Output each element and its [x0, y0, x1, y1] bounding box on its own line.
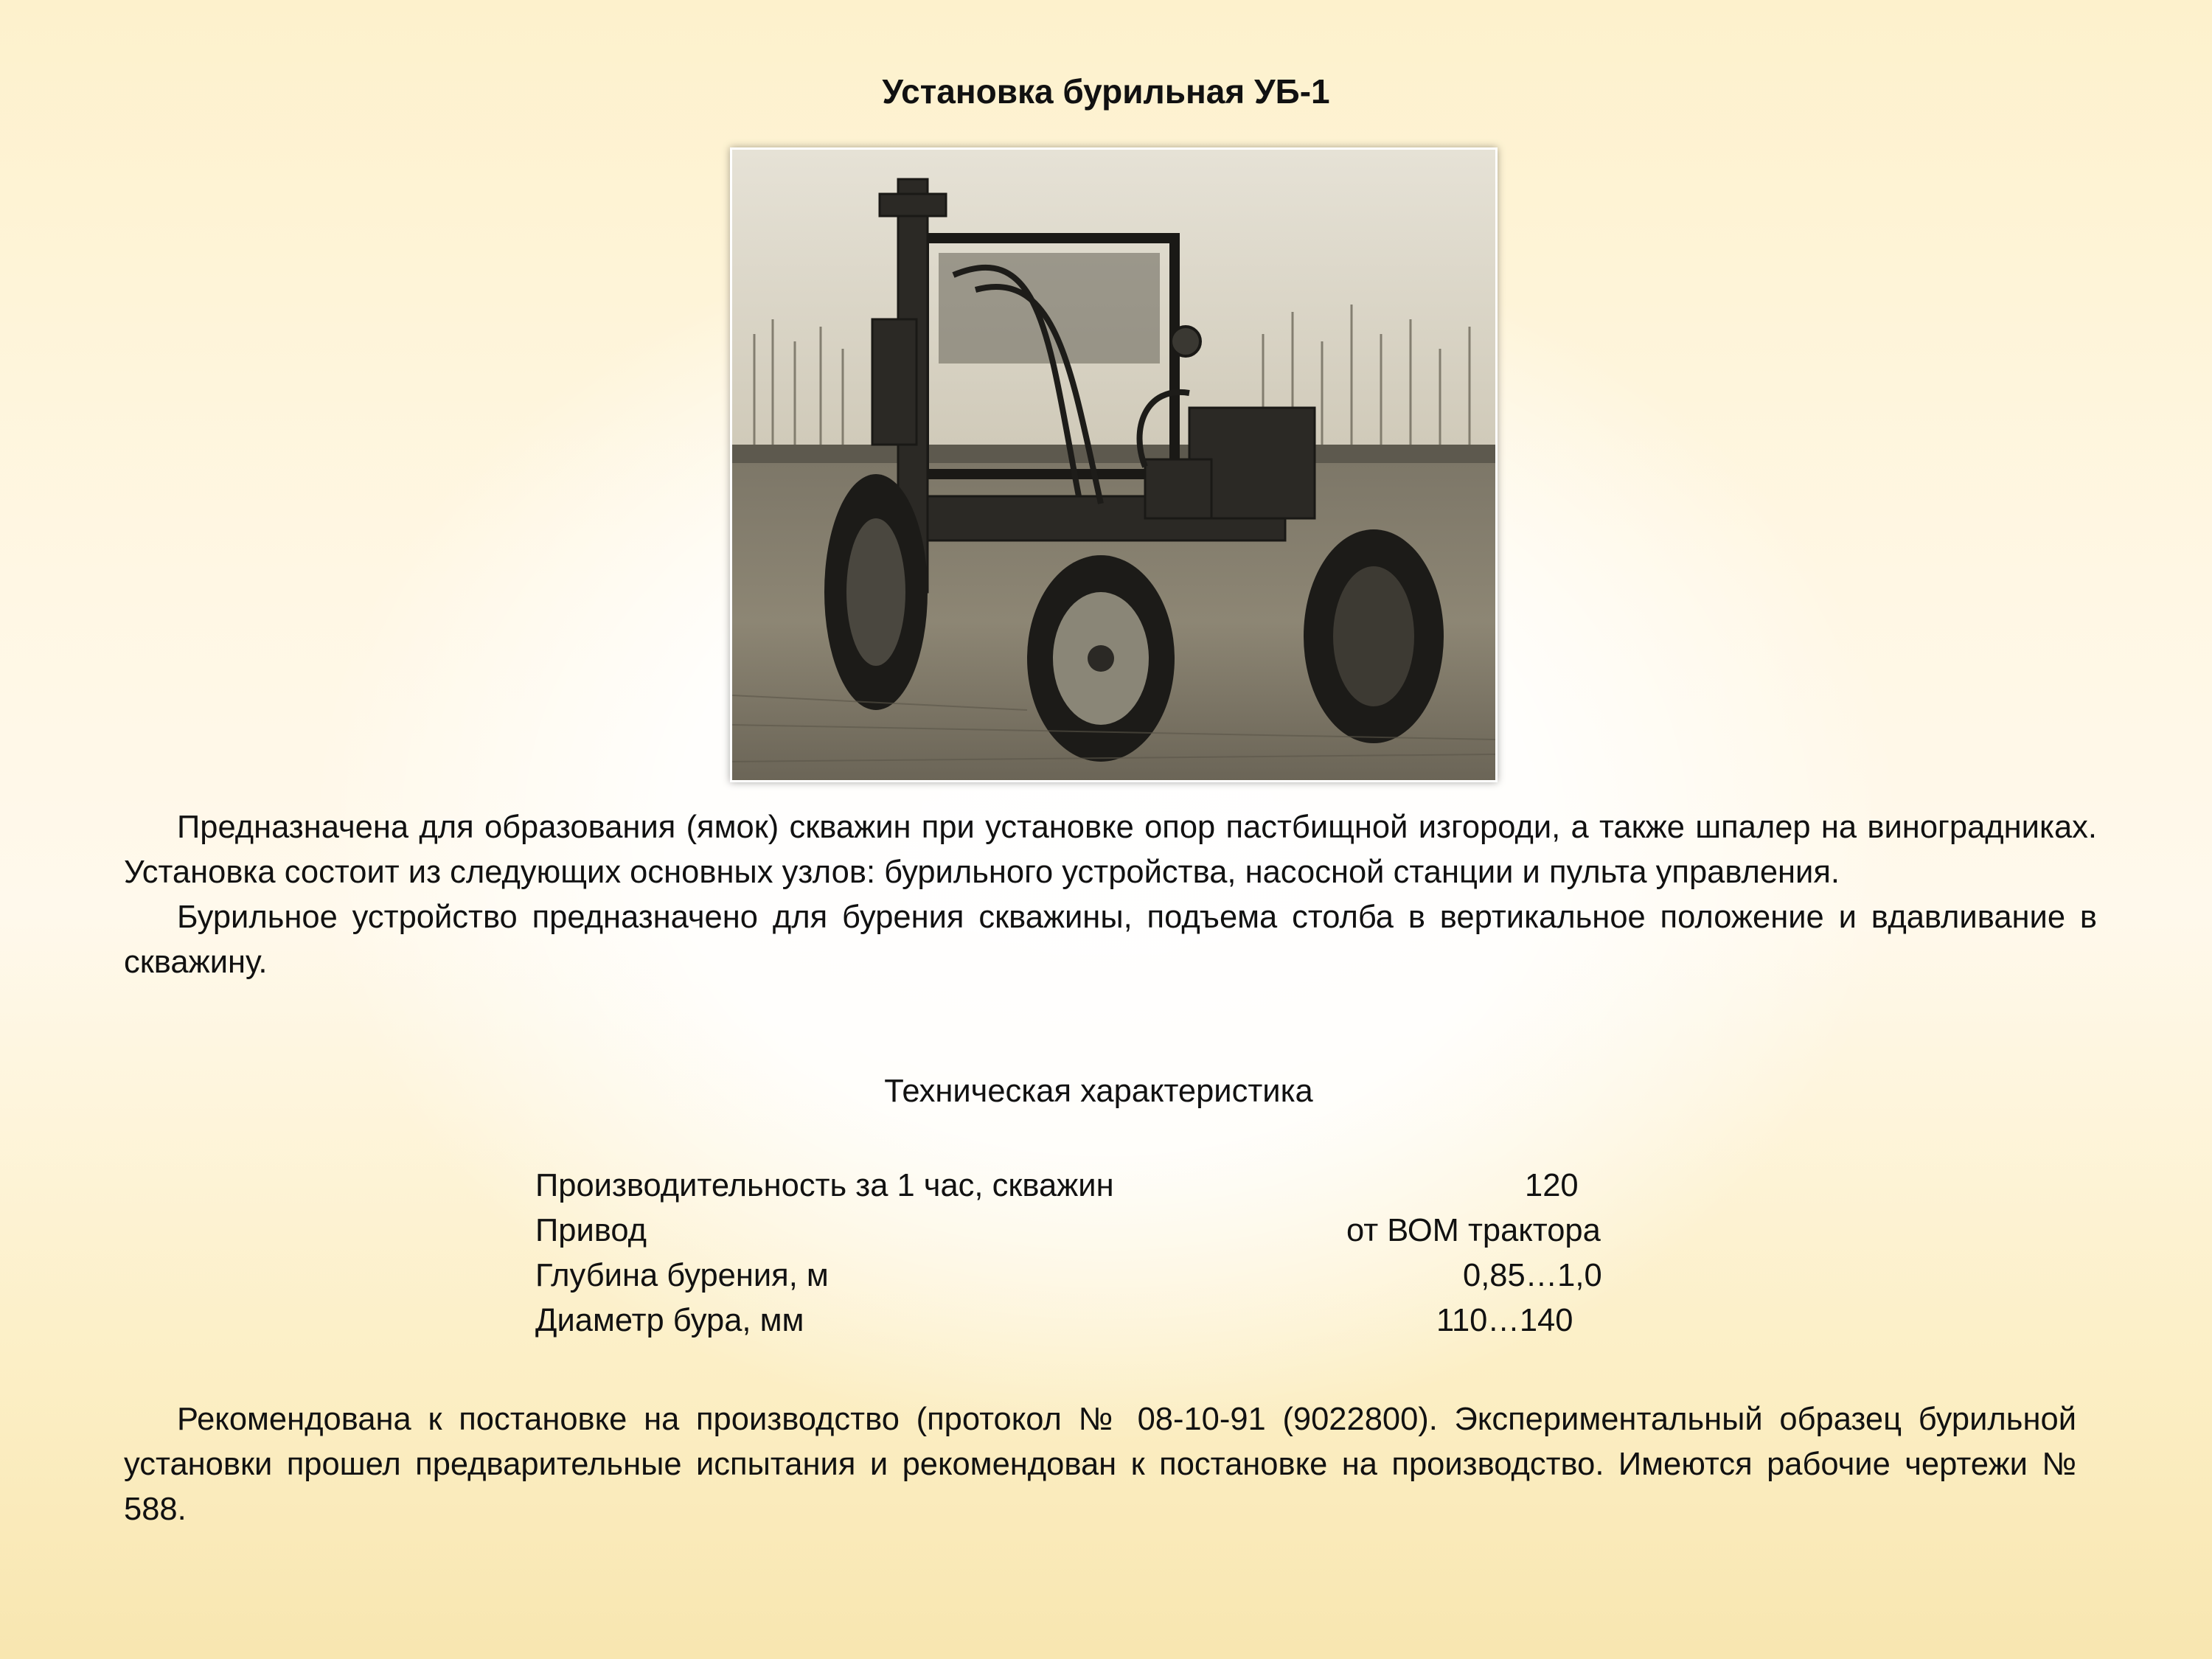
page-title: Установка бурильная УБ-1	[882, 72, 1330, 111]
spec-label: Диаметр бура, мм	[535, 1303, 804, 1338]
specs-heading: Техническая характеристика	[884, 1074, 1313, 1109]
specs-table	[535, 1164, 1715, 1343]
outro-paragraph: Рекомендована к постановке на производство (протокол № 08-10-91 (9022800). Экспериментальный образец бурильной установки прошел предварительные испытания и рекомендован к постановке на производство. Имеются рабочие чертежи № 588.	[124, 1402, 2076, 1527]
spec-value: 0,85…1,0	[1463, 1258, 1602, 1293]
spec-row	[535, 1164, 1715, 1208]
outro-text	[124, 1397, 2076, 1532]
spec-label: Глубина бурения, м	[535, 1258, 829, 1293]
spec-label: Привод	[535, 1213, 647, 1248]
intro-text	[124, 805, 2097, 985]
spec-row	[535, 1253, 1715, 1298]
spec-row	[535, 1208, 1715, 1253]
spec-value: 120	[1525, 1168, 1579, 1203]
spec-row	[535, 1298, 1715, 1343]
spec-value: 110…140	[1436, 1303, 1573, 1338]
tractor-photo-illustration	[732, 150, 1495, 780]
intro-paragraph: Предназначена для образования (ямок) скважин при установке опор пастбищной изгороди, а также шпалер на виноградниках. Установка состоит из следующих основных узлов: бурильного устройства, насосной станции и пульта управления.	[124, 810, 2097, 890]
drilling-rig-photo	[730, 147, 1498, 782]
intro-paragraph: Бурильное устройство предназначено для бурения скважины, подъема столба в вертикальное положение и вдавливание в скважину.	[124, 900, 2097, 980]
spec-label: Производительность за 1 час, скважин	[535, 1168, 1114, 1203]
spec-value: от ВОМ трактора	[1346, 1213, 1601, 1248]
